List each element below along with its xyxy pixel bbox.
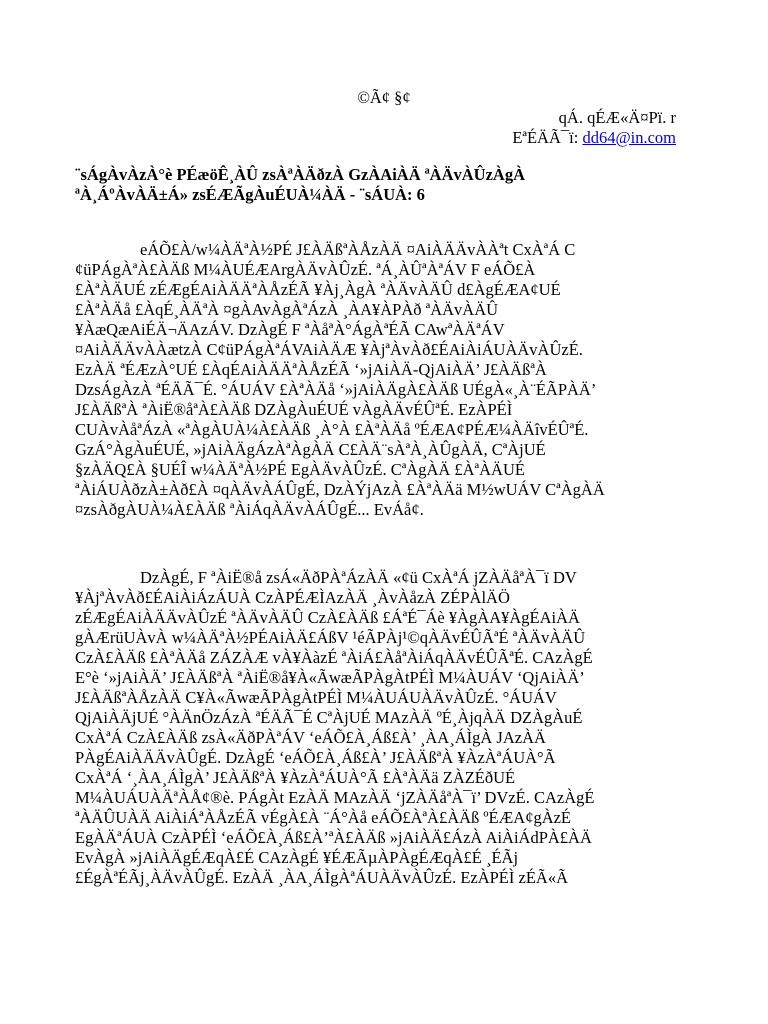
text-line: ¤AiÀÄÄvÀÀætzÀ C¢üPÁgÀªÁVAiÀÄÆ ¥ÀjªÀvÀð£ÉAiÀiÁUÀÄvÀÛzÉ. (75, 340, 583, 359)
text-line: ªÀ¸ÁºÀvÀÄ±Á» zsÉÆÃgÀuÉUÀ¼ÀÄ - ¨sÁUÀ: 6 (75, 185, 425, 204)
text-line: £ÉgÀªÉÃj¸ÀÄvÀÛgÉ. EzÀÄ ¸ÀA¸ÁÌgÀªÁUÀÄvÀÛzÉ. EzÀPÉÌ zÉÃ«Ã (75, 868, 568, 887)
text-line: J£ÀÄßªÀ ªÀiË®åªÀ£ÀÄß DZÀgÀuÉUÉ vÀgÀÄvÉÛªÉ. EzÀPÉÌ (75, 400, 513, 419)
text-line: zÉÆgÉAiÀÄÄvÀÛzÉ ªÀÄvÀÄÛ CzÀ£ÀÄß £ÁªÉ¯Áè ¥ÀgÀA¥ÀgÉAiÀÄ (75, 608, 580, 627)
text-line: ¨sÁgÀvÀzÀ°è PÉæöÊ¸ÀÛ zsÀªÀÄðzÀ GzÀAiÀÄ ªÀÄvÀÛzÀgÀ (75, 165, 526, 184)
text-line: PÀgÉAiÀÄÄvÀÛgÉ. DzÀgÉ ‘eÁÕ£À¸Áß£À’ J£ÀÄßªÀ ¥ÀzÀªÁUÀ°Ã (75, 748, 556, 767)
document-title: ©Ã¢ §¢ (357, 88, 411, 107)
text-line: M¼ÀUÁUÀÄªÀÅ¢®è. PÁgÀt EzÀÄ MAzÀÄ ‘jZÀÄåªÀ¯ï’ DVzÉ. CAzÀgÉ (75, 788, 595, 807)
text-line: DzÀgÉ, F ªÀiË®å zsÁ«ÄðPÀªÁzÀÄ «¢ü CxÀªÁ jZÀÄåªÀ¯ï DV (140, 568, 577, 587)
text-line: ¤zsÀðgÀUÀ¼À£ÀÄß ªÀiÁqÀÄvÀÁÛgÉ... EvÁå¢. (75, 500, 424, 519)
text-line: CUÀvÀåªÁzÀ «ªÀgÀUÀ¼À£ÀÄß ¸À°À £ÀªÀÄå ºÉÆA¢PÉÆ¼ÀÄîvÉÛªÉ. (75, 420, 589, 439)
text-line: CxÀªÁ CzÀ£ÀÄß zsÀ«ÄðPÀªÁV ‘eÁÕ£À¸Áß£À’ ¸ÀA¸ÁÌgÀ JAzÀÄ (75, 728, 546, 747)
text-line: ¥ÀæQæAiÉÄ¬ÄAzÁV. DzÀgÉ F ªÀåªÀ°ÁgÀªÉÃ CAwªÀÄªÁV (75, 320, 505, 339)
text-line: EgÀÄªÁUÀ CzÀPÉÌ ‘eÁÕ£À¸Áß£À’ªÀ£ÀÄß »jAiÀÄ£ÁzÀ AiÀiÁdPÀ£ÀÄ (75, 828, 592, 847)
text-line: §zÀÄQ£À §UÉÎ w¼ÀÄªÀ½PÉ EgÀÄvÀÛzÉ. CªÀgÀÄ £ÀªÀÄUÉ (75, 460, 525, 479)
text-line: GzÁ°ÀgÀuÉUÉ, »jAiÀÄgÁzÀªÀgÀÄ C£ÀÄ¨sÀªÀ¸ÀÛgÀÄ, CªÀjUÉ (75, 440, 546, 459)
author-email-line (512, 128, 676, 148)
text-line: ¥ÀjªÀvÀð£ÉAiÀiÁzÁUÀ CzÀPÉÆÌAzÀÄ ¸ÀvÀåzÀ ZÉPÀlÄÖ (75, 588, 510, 607)
text-line: £ÀªÀÄå £ÀqÉ¸ÀÄªÀ ¤gÀAvÀgÀªÁzÀ ¸ÀA¥ÀPÀð ªÀÄvÀÄÛ (75, 300, 499, 319)
email-link[interactable]: dd64@in.com (582, 128, 676, 147)
text-line: ªÀÄÛUÀÄ AiÀiÁªÀÅzÉÃ vÉgÀ£À ¨Á°Àå eÁÕ£ÀªÀ£ÀÄß ºÉÆA¢gÀzÉ (75, 808, 572, 827)
email-label: EªÉÄÃ¯ï: (512, 128, 583, 147)
text-line: CzÀ£ÀÄß £ÀªÀÄå ZÁZÀÆ vÀ¥ÀàzÉ ªÀiÁ£ÀåªÀiÁqÀÄvÉÛÃªÉ. CAzÀgÉ (75, 648, 593, 667)
text-line: DzsÁgÀzÀ ªÉÄÃ¯É. °ÁUÁV £ÀªÀÄå ‘»jAiÀÄgÀ£ÀÄß UÉgÀ«¸À¨ÉÃPÀÄ’ (75, 380, 597, 399)
text-line: E°è ‘»jAiÀÄ’ J£ÀÄßªÀ ªÀiË®å¥À«ÃwæÃPÀgÀtPÉÌ M¼ÀUÁV ‘QjAiÀÄ’ (75, 668, 585, 687)
author-name: qÁ. qÉÆ«Ä¤Pï. r (558, 108, 676, 127)
text-line: CxÀªÁ ‘¸ÀA¸ÁÌgÀ’ J£ÀÄßªÀ ¥ÀzÀªÁUÀ°Ã £ÀªÀÄä ZÀZÉðUÉ (75, 768, 516, 787)
text-line: gÀÆrüUÀvÀ w¼ÀÄªÀ½PÉAiÀÄ£ÁßV ¹éÃPÀj¹©qÀÄvÉÛÃªÉ ªÀÄvÀÄÛ (75, 628, 586, 647)
text-line: eÁÕ£À/w¼ÀÄªÀ½PÉ J£ÀÄßªÀÅzÀÄ ¤AiÀÄÄvÀÀªt CxÀªÁ C (140, 240, 576, 259)
text-line: EvÀgÀ »jAiÀÄgÉÆqÀ£É CAzÀgÉ ¥ÉÆÃµÀPÀgÉÆqÀ£É ¸ÉÃj (75, 848, 519, 867)
text-line: EzÀÄ ªÉÆzÀ°UÉ £ÀqÉAiÀÄÄªÀÅzÉÃ ‘»jAiÀÄ-QjAiÀÄ’ J£ÀÄßªÀ (75, 360, 547, 379)
text-line: QjAiÀÄjUÉ °ÀÄnÖzÁzÀ ªÉÄÃ¯É CªÀjUÉ MAzÀÄ ºÉ¸ÀjqÀÄ DZÀgÀuÉ (75, 708, 583, 727)
text-line: ¢üPÁgÀªÀ£ÀÄß M¼ÀUÉÆArgÀÄvÀÛzÉ. ªÁ¸ÀÛªÀªÁV F eÁÕ£À (75, 260, 536, 279)
text-line: £ÀªÀÄUÉ zÉÆgÉAiÀÄÄªÀÅzÉÃ ¥Àj¸ÀgÀ ªÀÄvÀÄÛ d£ÀgÉÆA¢UÉ (75, 280, 561, 299)
text-line: ªÀiÁUÀðzÀ±Àð£À ¤qÀÄvÀÁÛgÉ, DzÀÝjAzÀ £ÀªÀÄä M½wUÁV CªÀgÀÄ (75, 480, 605, 499)
text-line: J£ÀÄßªÀÅzÀÄ C¥À«ÃwæÃPÀgÀtPÉÌ M¼ÀUÁUÀÄvÀÛzÉ. °ÁUÁV (75, 688, 557, 707)
